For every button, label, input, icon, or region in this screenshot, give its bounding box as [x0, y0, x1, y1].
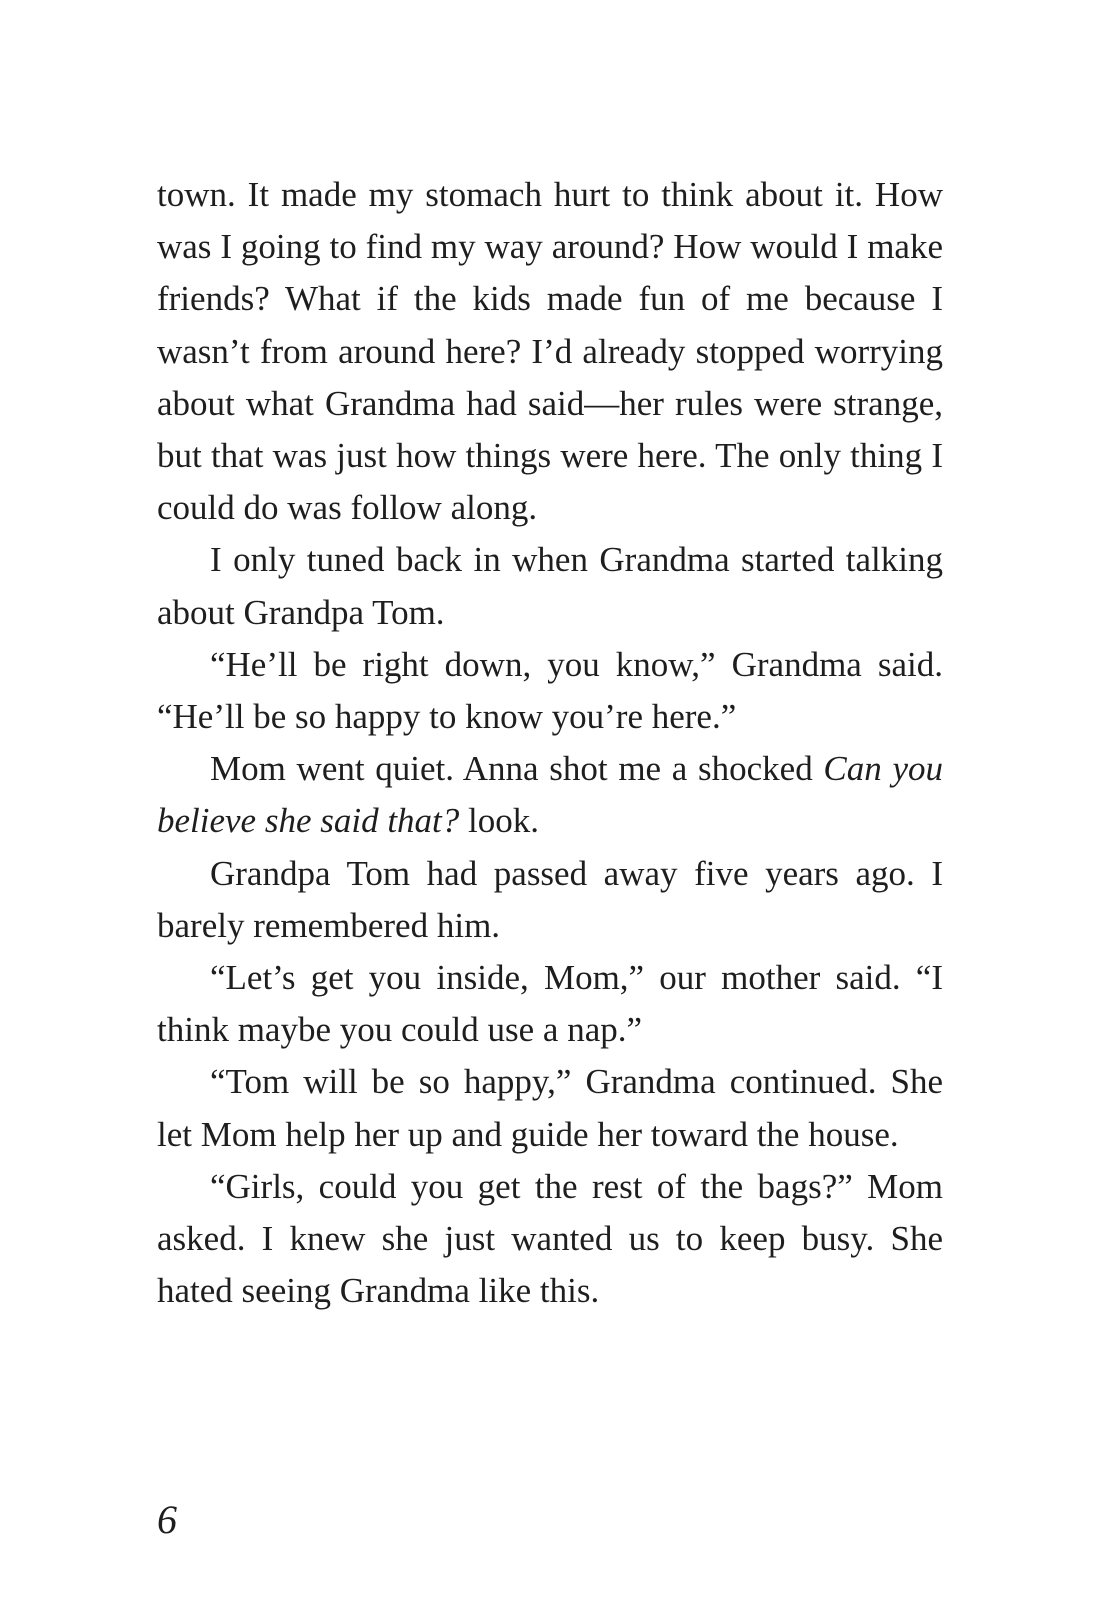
paragraph-text: town. It made my stomach hurt to think about it. How was I going to find my way around? How would I make friends? What if the kids made fun of me because I wasn’t from around here? I’d already stopped worrying about what Grandma had said—her rules were strange, but that was just how things were here. The only thing I could do was follow along. [157, 175, 943, 528]
paragraph-text: “Girls, could you get the rest of the bags?” Mom asked. I knew she just wanted us to keep busy. She hated seeing Grandma like this. [157, 1166, 943, 1311]
page-body [157, 169, 943, 1317]
paragraph-text: “Let’s get you inside, Mom,” our mother said. “I think maybe you could use a nap.” [157, 958, 943, 1050]
paragraph-text: Mom went quiet. Anna shot me a shocked [210, 749, 824, 789]
paragraph-text: “He’ll be right down, you know,” Grandma said. “He’ll be so happy to know you’re here.” [157, 644, 943, 737]
paragraph-2 [157, 534, 943, 638]
paragraph-text: look. [459, 801, 540, 841]
paragraph-5 [157, 848, 943, 952]
paragraph-7 [157, 1056, 943, 1160]
paragraph-text: Grandpa Tom had passed away five years ago. I barely remembered him. [157, 853, 943, 945]
page-number: 6 [157, 1497, 177, 1542]
paragraph-3 [157, 639, 943, 743]
paragraph-8 [157, 1161, 943, 1318]
paragraph-text: “Tom will be so happy,” Grandma continued. She let Mom help her up and guide her toward the house. [157, 1062, 943, 1154]
paragraph-text: I only tuned back in when Grandma started talking about Grandpa Tom. [157, 540, 943, 632]
paragraph-italic-text: Can you believe she said that? [157, 749, 943, 841]
paragraph-4 [157, 743, 943, 847]
paragraph-6 [157, 952, 943, 1056]
paragraph-1 [157, 169, 943, 534]
